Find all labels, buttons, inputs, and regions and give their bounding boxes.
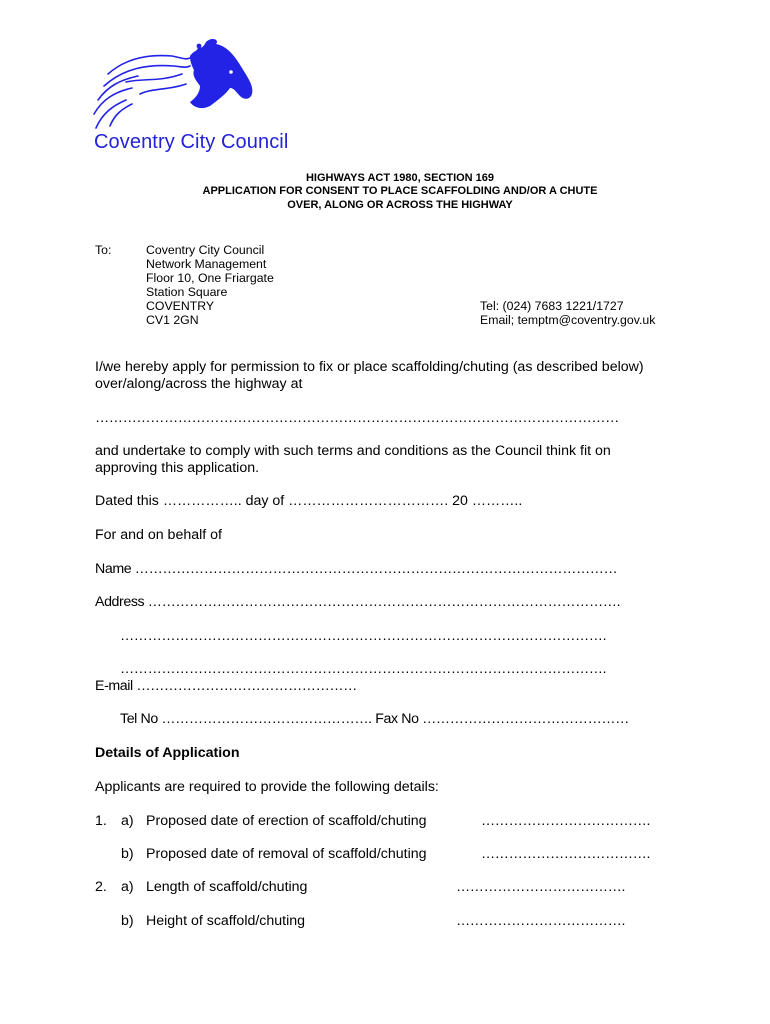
item-label: Height of scaffold/chuting <box>146 913 306 929</box>
contact-email: Email; temptm@coventry.gov.uk <box>480 313 656 327</box>
height-field[interactable]: ………………………………. <box>456 913 625 929</box>
form-title-line-2: APPLICATION FOR CONSENT TO PLACE SCAFFOLDING AND/OR A CHUTE <box>202 185 598 197</box>
address-line-5: COVENTRY <box>146 299 215 313</box>
to-label: To: <box>95 243 112 257</box>
address-line-4: Station Square <box>146 285 228 299</box>
email-field[interactable]: E-mail ………………………………………… <box>95 678 357 694</box>
removal-date-field[interactable]: ………………………………. <box>481 846 650 862</box>
item-label: Proposed date of erection of scaffold/chuting <box>146 813 427 829</box>
address-line-2: Network Management <box>146 257 267 271</box>
undertake-line-2: approving this application. <box>95 460 260 476</box>
on-behalf-label: For and on behalf of <box>95 527 222 543</box>
dated-field[interactable]: Dated this …………….. day of ……………………………. 20 ……….. <box>95 493 523 509</box>
tel-fax-field[interactable]: Tel No ………………………………………. Fax No ……………………………………… <box>120 711 629 727</box>
length-field[interactable]: ………………………………. <box>456 879 625 895</box>
item-number: 2. <box>95 879 107 895</box>
item-sub-label: a) <box>121 813 134 829</box>
address-line-6: CV1 2GN <box>146 313 199 327</box>
address-field[interactable]: Address …………………………………………………………………………………………. <box>95 594 621 610</box>
item-sub-label: a) <box>121 879 134 895</box>
contact-tel: Tel: (024) 7683 1221/1727 <box>480 299 624 313</box>
intro-line-2: over/along/across the highway at <box>95 376 303 392</box>
name-field[interactable]: Name …………………………………………………………………………………………… <box>95 561 618 577</box>
address-field-line-3[interactable]: ……………………………………………………………………………………………. <box>120 661 607 677</box>
item-label: Proposed date of removal of scaffold/chuting <box>146 846 427 862</box>
details-intro: Applicants are required to provide the following details: <box>95 779 439 795</box>
item-sub-label: b) <box>121 846 134 862</box>
address-line-3: Floor 10, One Friargate <box>146 271 274 285</box>
item-number: 1. <box>95 813 107 829</box>
form-title-line-3: OVER, ALONG OR ACROSS THE HIGHWAY <box>287 199 513 211</box>
item-sub-label: b) <box>121 913 134 929</box>
undertake-line-1: and undertake to comply with such terms and conditions as the Council think fit on <box>95 443 611 459</box>
intro-line-1: I/we hereby apply for permission to fix or place scaffolding/chuting (as described below) <box>95 359 644 375</box>
council-logo-text: Coventry City Council <box>94 131 289 153</box>
address-field-line-2[interactable]: ……………………………………………………………………………………………. <box>120 628 607 644</box>
form-title-line-1: HIGHWAYS ACT 1980, SECTION 169 <box>305 172 495 184</box>
erection-date-field[interactable]: ………………………………. <box>481 813 650 829</box>
address-line-1: Coventry City Council <box>146 243 265 257</box>
location-field[interactable]: …………………………………………………………………………………………………… <box>95 410 619 426</box>
details-heading: Details of Application <box>95 745 240 761</box>
horse-rider-icon <box>86 34 261 134</box>
item-label: Length of scaffold/chuting <box>146 879 308 895</box>
